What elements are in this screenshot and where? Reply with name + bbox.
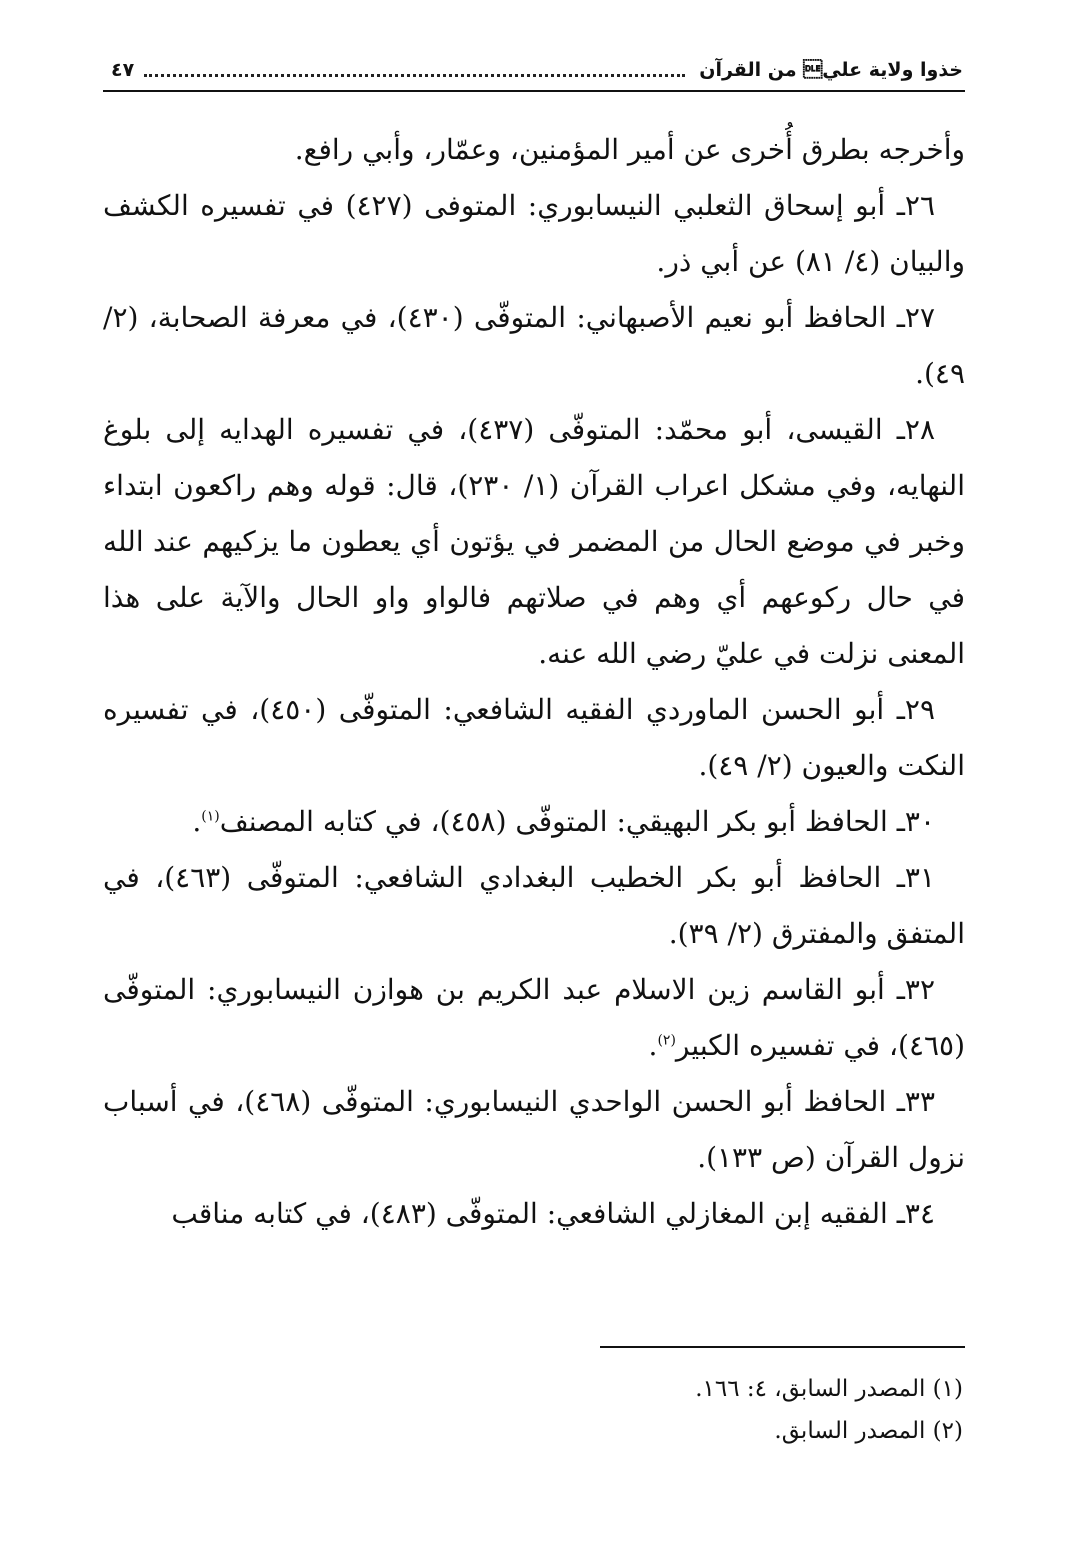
main-text bbox=[103, 122, 965, 1242]
list-item bbox=[103, 794, 965, 850]
list-item: ٢٩ـ أبو الحسن الماوردي الفقيه الشافعي: المتوفّى (٤٥٠)، في تفسيره النكت والعيون (٢/ ٤٩). bbox=[103, 693, 965, 782]
leader-dots bbox=[144, 74, 685, 77]
item-text: ٣٢ـ أبو القاسم زين الاسلام عبد الكريم بن هوازن النيسابوري: المتوفّى (٤٦٥)، في تفسيره الكبير bbox=[103, 973, 965, 1062]
item-end: . bbox=[192, 805, 202, 838]
footnote-ref: (١) bbox=[201, 808, 220, 825]
item-text: ٣٠ـ الحافظ أبو بكر البهيقي: المتوفّى (٤٥٨)، في كتابه المصنف bbox=[219, 805, 935, 838]
list-item: ٢٨ـ القيسى، أبو محمّد: المتوفّى (٤٣٧)، في تفسيره الهدايه إلى بلوغ النهايه، وفي مشكل اعراب القرآن (١/ ٢٣٠)، قال: قوله وهم راكعون ابتداء وخبر في موضع الحال من المضمر في يؤتون أي يعطون ما يزكيهم عند الله في حال ركوعهم أي وهم في صلاتهم فالواو واو الحال والآية على هذا المعنى نزلت في عليّ رضي الله عنه. bbox=[103, 413, 965, 670]
running-header bbox=[105, 52, 963, 88]
footnotes bbox=[103, 1368, 965, 1452]
footnote: (٢) المصدر السابق. bbox=[774, 1418, 963, 1444]
running-title: خذوا ولاية علي من القرآن bbox=[699, 59, 963, 81]
footnote-ref: (٢) bbox=[657, 1032, 676, 1049]
footnote-rule bbox=[600, 1346, 965, 1348]
list-item: ٣٣ـ الحافظ أبو الحسن الواحدي النيسابوري: المتوفّى (٤٦٨)، في أسباب نزول القرآن (ص ١٣٣). bbox=[103, 1085, 965, 1174]
list-item bbox=[103, 962, 965, 1074]
list-item: ٢٦ـ أبو إسحاق الثعلبي النيسابوري: المتوفى (٤٢٧) في تفسيره الكشف والبيان (٤/ ٨١) عن أبي ذر. bbox=[103, 189, 965, 278]
page-number: ٤٧ bbox=[111, 59, 135, 81]
header-rule bbox=[103, 90, 965, 92]
footnote: (١) المصدر السابق، ٤: ١٦٦. bbox=[695, 1376, 963, 1402]
list-item: ٣١ـ الحافظ أبو بكر الخطيب البغدادي الشافعي: المتوفّى (٤٦٣)، في المتفق والمفترق (٢/ ٣٩). bbox=[103, 861, 965, 950]
paragraph: وأخرجه بطرق أُخرى عن أمير المؤمنين، وعمّار، وأبي رافع. bbox=[294, 133, 965, 166]
list-item: ٣٤ـ الفقيه إبن المغازلي الشافعي: المتوفّى (٤٨٣)، في كتابه مناقب bbox=[171, 1197, 935, 1230]
list-item: ٢٧ـ الحافظ أبو نعيم الأصبهاني: المتوفّى (٤٣٠)، في معرفة الصحابة، (٢/ ٤٩). bbox=[103, 301, 965, 390]
item-end: . bbox=[648, 1029, 658, 1062]
